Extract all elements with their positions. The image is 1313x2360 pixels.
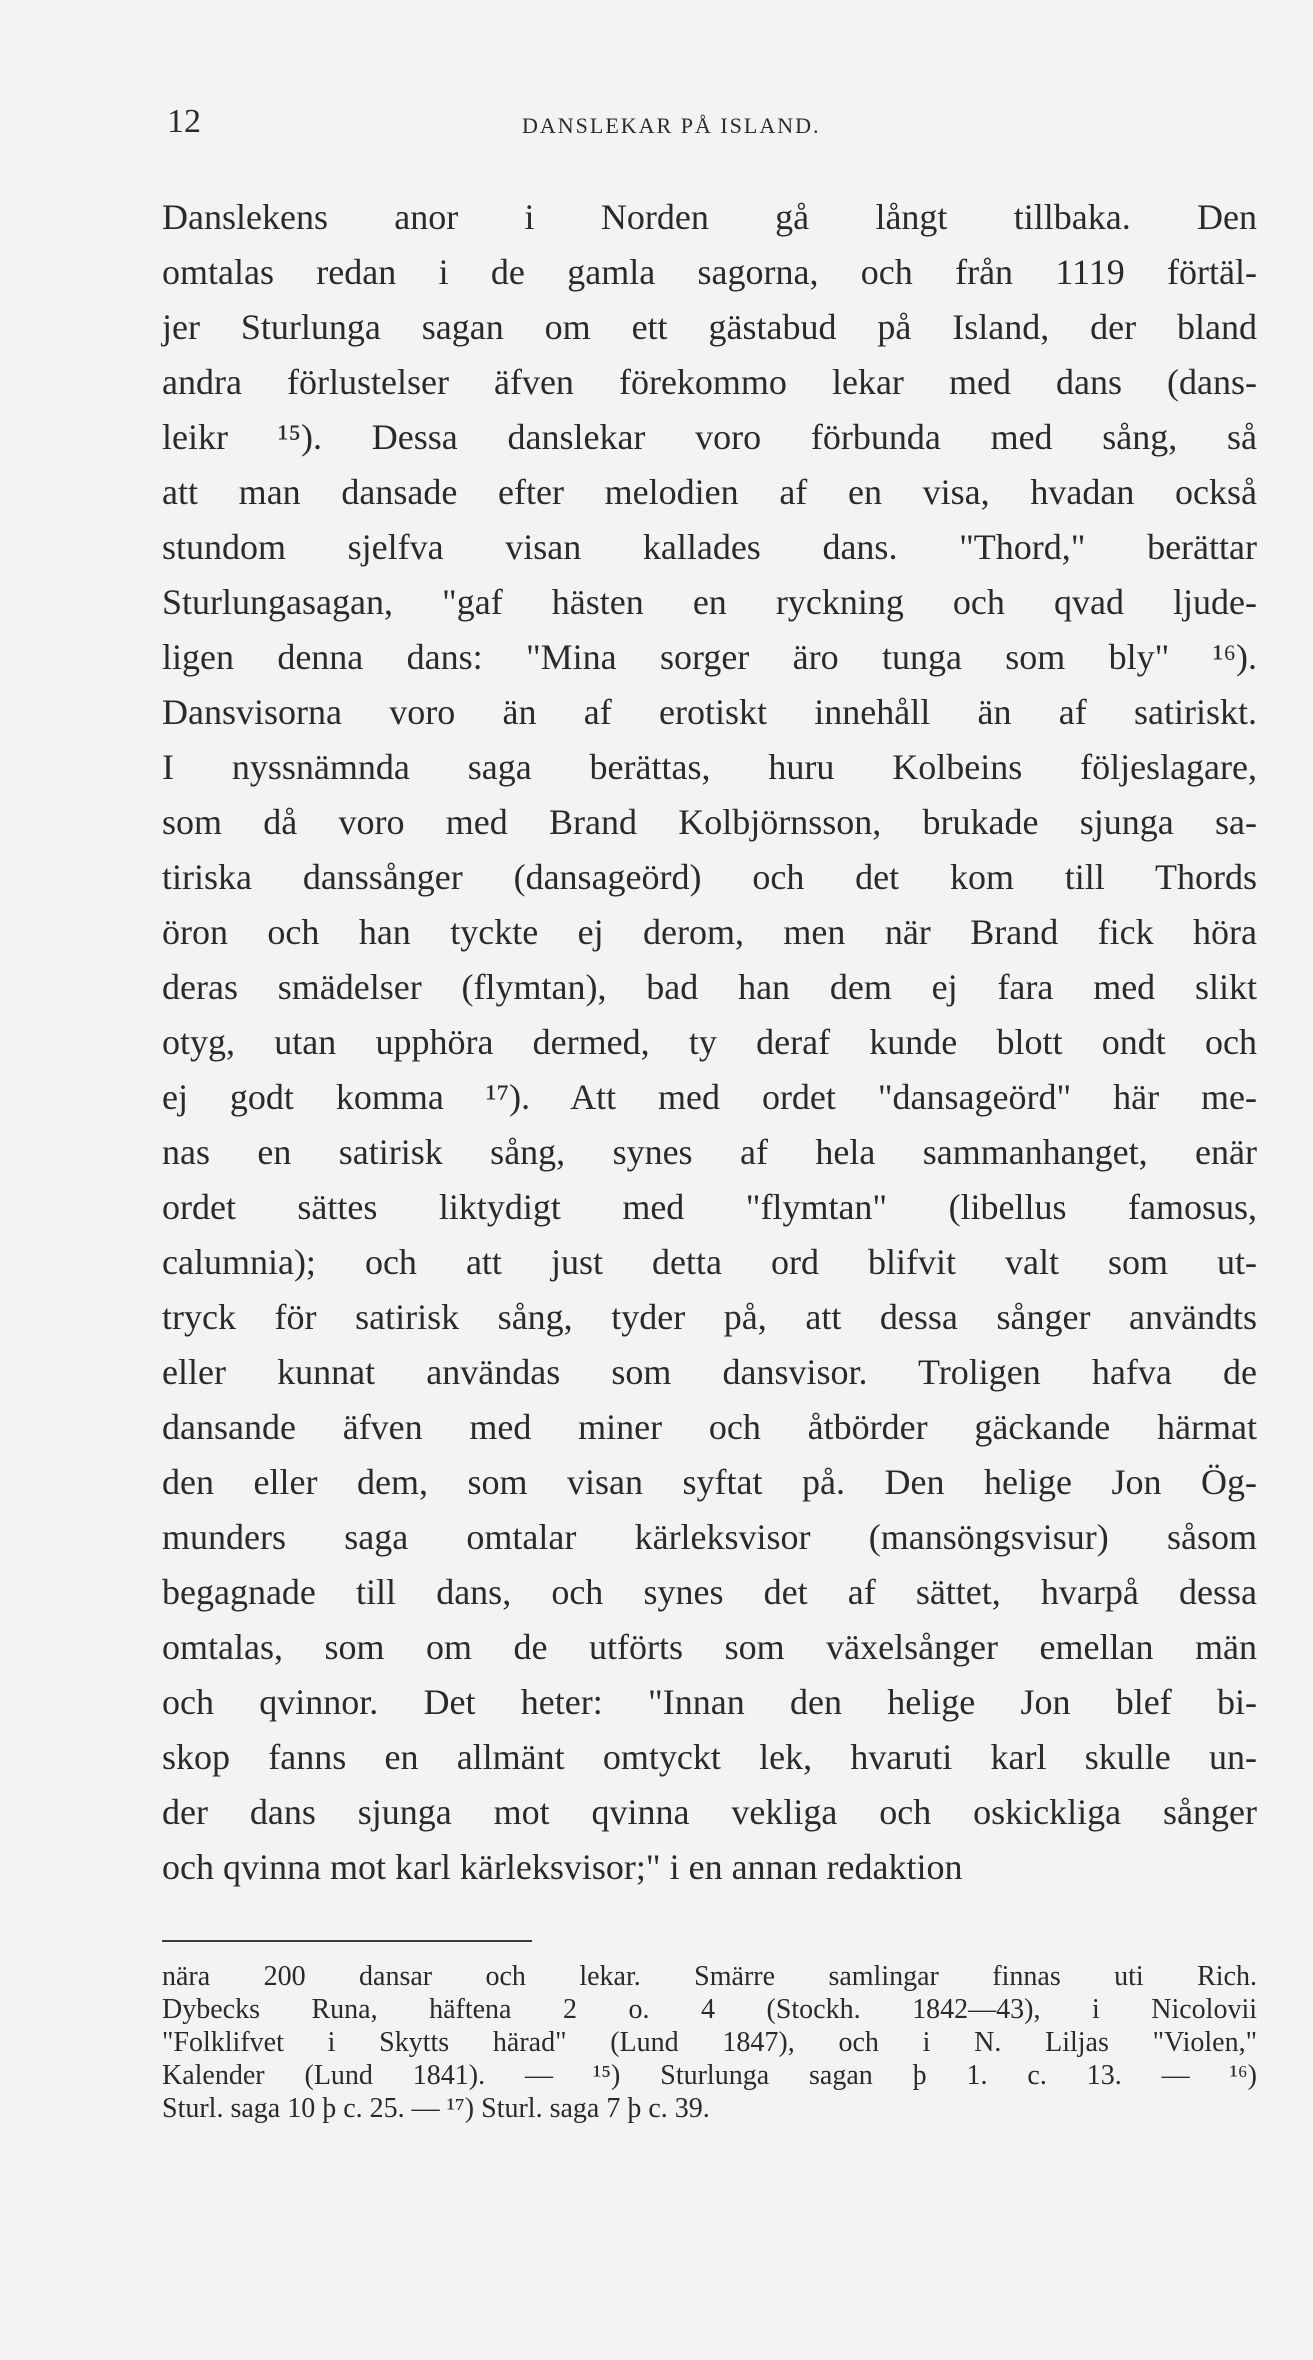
footnotes — [162, 1960, 1257, 2125]
body-line: ordet sättes liktydigt med "flymtan" (libellus famosus, — [162, 1187, 1257, 1227]
page-number: 12 — [167, 103, 201, 140]
body-line: och qvinna mot karl kärleksvisor;" i en annan redaktion — [162, 1847, 963, 1887]
body-line: omtalas redan i de gamla sagorna, och från 1119 förtäl- — [162, 252, 1257, 292]
body-line: nas en satirisk sång, synes af hela sammanhanget, enär — [162, 1132, 1257, 1172]
footnote-line: Kalender (Lund 1841). — ¹⁵) Sturlunga sagan þ 1. c. 13. — ¹⁶) — [162, 2060, 1257, 2091]
body-line: jer Sturlunga sagan om ett gästabud på Island, der bland — [162, 307, 1257, 347]
body-line: der dans sjunga mot qvinna vekliga och oskickliga sånger — [162, 1792, 1257, 1832]
footnote-line: "Folklifvet i Skytts härad" (Lund 1847), och i N. Liljas "Violen," — [162, 2027, 1257, 2058]
body-line: Danslekens anor i Norden gå långt tillbaka. Den — [162, 197, 1257, 237]
body-line: begagnade till dans, och synes det af sättet, hvarpå dessa — [162, 1572, 1257, 1612]
body-line: calumnia); och att just detta ord blifvit valt som ut- — [162, 1242, 1257, 1282]
body-line: stundom sjelfva visan kallades dans. "Thord," berättar — [162, 527, 1257, 567]
body-line: som då voro med Brand Kolbjörnsson, brukade sjunga sa- — [162, 802, 1257, 842]
body-line: skop fanns en allmänt omtyckt lek, hvaruti karl skulle un- — [162, 1737, 1257, 1777]
body-line: eller kunnat användas som dansvisor. Troligen hafva de — [162, 1352, 1257, 1392]
body-line: att man dansade efter melodien af en visa, hvadan också — [162, 472, 1257, 512]
body-line: Sturlungasagan, "gaf hästen en ryckning och qvad ljude- — [162, 582, 1257, 622]
body-line: andra förlustelser äfven förekommo lekar med dans (dans- — [162, 362, 1257, 402]
body-text — [162, 190, 1257, 1895]
body-line: omtalas, som om de utförts som växelsånger emellan män — [162, 1627, 1257, 1667]
body-line: tryck för satirisk sång, tyder på, att dessa sånger användts — [162, 1297, 1257, 1337]
footnote-line: Sturl. saga 10 þ c. 25. — ¹⁷) Sturl. saga 7 þ c. 39. — [162, 2093, 710, 2124]
footnote-line: Dybecks Runa, häftena 2 o. 4 (Stockh. 1842—43), i Nicolovii — [162, 1994, 1257, 2025]
footnote-line: nära 200 dansar och lekar. Smärre samlingar finnas uti Rich. — [162, 1961, 1257, 1992]
running-head: DANSLEKAR PÅ ISLAND. — [522, 113, 821, 138]
body-line: och qvinnor. Det heter: "Innan den helige Jon blef bi- — [162, 1682, 1257, 1722]
footnote-rule — [162, 1940, 532, 1942]
body-line: tiriska danssånger (dansageörd) och det kom till Thords — [162, 857, 1257, 897]
body-line: öron och han tyckte ej derom, men när Brand fick höra — [162, 912, 1257, 952]
body-line: den eller dem, som visan syftat på. Den helige Jon Ög- — [162, 1462, 1257, 1502]
body-line: leikr ¹⁵). Dessa danslekar voro förbunda med sång, så — [162, 417, 1257, 457]
body-line: ej godt komma ¹⁷). Att med ordet "dansageörd" här me- — [162, 1077, 1257, 1117]
body-line: Dansvisorna voro än af erotiskt innehåll än af satiriskt. — [162, 692, 1257, 732]
body-line: ligen denna dans: "Mina sorger äro tunga som bly" ¹⁶). — [162, 637, 1257, 677]
body-line: deras smädelser (flymtan), bad han dem ej fara med slikt — [162, 967, 1257, 1007]
body-line: munders saga omtalar kärleksvisor (mansöngsvisur) såsom — [162, 1517, 1257, 1557]
body-line: dansande äfven med miner och åtbörder gäckande härmat — [162, 1407, 1257, 1447]
body-line: otyg, utan upphöra dermed, ty deraf kunde blott ondt och — [162, 1022, 1257, 1062]
body-line: I nyssnämnda saga berättas, huru Kolbeins följeslagare, — [162, 747, 1257, 787]
